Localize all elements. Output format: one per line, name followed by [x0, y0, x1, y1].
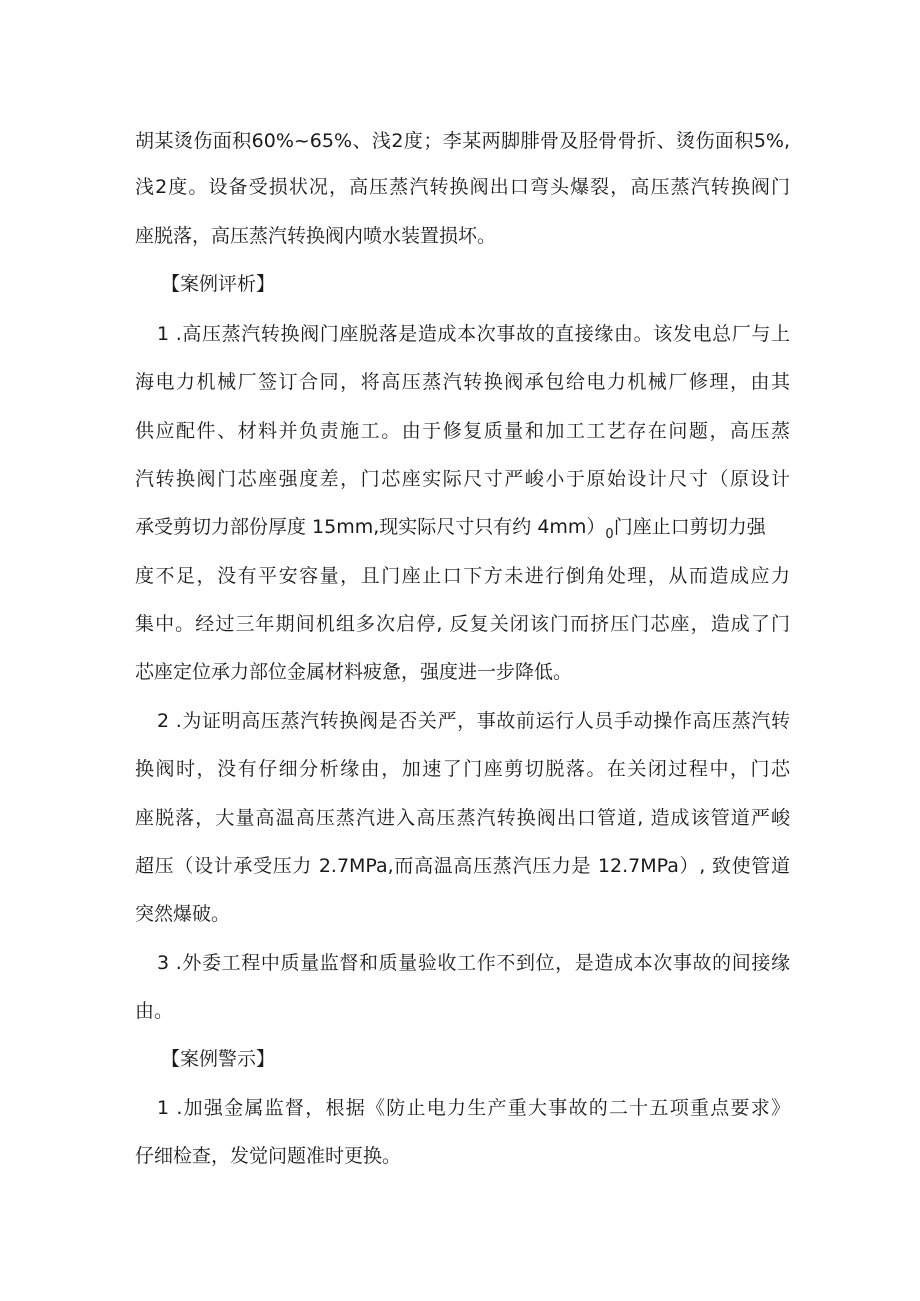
analysis-1-line-7: 集中。经过三年期间机组多次启停, 反复关闭该门而挤压门芯座，造成了门 [135, 613, 790, 635]
analysis-1-line-4: 汽转换阀门芯座强度差，门芯座实际尺寸严峻小于原始设计尺寸（原设计 [135, 468, 790, 490]
intro-line-1: 胡某烫伤面积60%~65%、浅2度；李某两脚腓骨及胫骨骨折、烫伤面积5%, [135, 130, 790, 152]
warning-1-line-2: 仔细检查，发觉问题准时更换。 [135, 1145, 402, 1167]
analysis-1-line-5 [135, 515, 790, 547]
analysis-heading: 【案例评析】 [161, 273, 276, 295]
warning-1-line-1: 1 .加强金属监督，根据《防止电力生产重大事故的二十五项重点要求》 [157, 1097, 790, 1119]
intro-line-2: 浅2度。设备受损状况，高压蒸汽转换阀出口弯头爆裂，高压蒸汽转换阀门 [135, 176, 790, 198]
analysis-1-line-6: 度不足，没有平安容量，且门座止口下方未进行倒角处理，从而造成应力 [135, 565, 790, 587]
analysis-1-line-5-part-b: 门座止口剪切力强 [613, 516, 766, 538]
warning-heading: 【案例警示】 [161, 1048, 276, 1070]
analysis-1-line-1: 1 .高压蒸汽转换阀门座脱落是造成本次事故的直接缘由。该发电总厂与上 [157, 323, 790, 345]
analysis-1-line-5-subscript: 0 [605, 527, 614, 542]
analysis-1-line-8: 芯座定位承力部位金属材料疲惫，强度进一步降低。 [135, 661, 573, 683]
analysis-1-line-3: 供应配件、材料并负责施工。由于修复质量和加工工艺存在问题，高压蒸 [135, 420, 790, 442]
analysis-2-line-4: 超压（设计承受压力 2.7MPa,而高温高压蒸汽压力是 12.7MPa）, 致使管道 [135, 855, 790, 877]
analysis-1-line-5-part-a: 承受剪切力部份厚度 15mm,现实际尺寸只有约 4mm） [135, 516, 606, 538]
analysis-2-line-5: 突然爆破。 [135, 903, 231, 925]
analysis-2-line-2: 换阀时，没有仔细分析缘由，加速了门座剪切脱落。在关闭过程中，门芯 [135, 758, 790, 780]
analysis-1-line-2: 海电力机械厂签订合同，将高压蒸汽转换阀承包给电力机械厂修理，由其 [135, 371, 790, 393]
analysis-3-line-2: 由。 [135, 1000, 174, 1022]
analysis-3-line-1: 3 .外委工程中质量监督和质量验收工作不到位，是造成本次事故的间接缘 [157, 952, 790, 974]
analysis-2-line-3: 座脱落，大量高温高压蒸汽进入高压蒸汽转换阀出口管道, 造成该管道严峻 [135, 807, 790, 829]
analysis-2-line-1: 2 .为证明高压蒸汽转换阀是否关严，事故前运行人员手动操作高压蒸汽转 [157, 710, 790, 732]
intro-line-3: 座脱落，高压蒸汽转换阀内喷水装置损坏。 [135, 225, 497, 247]
